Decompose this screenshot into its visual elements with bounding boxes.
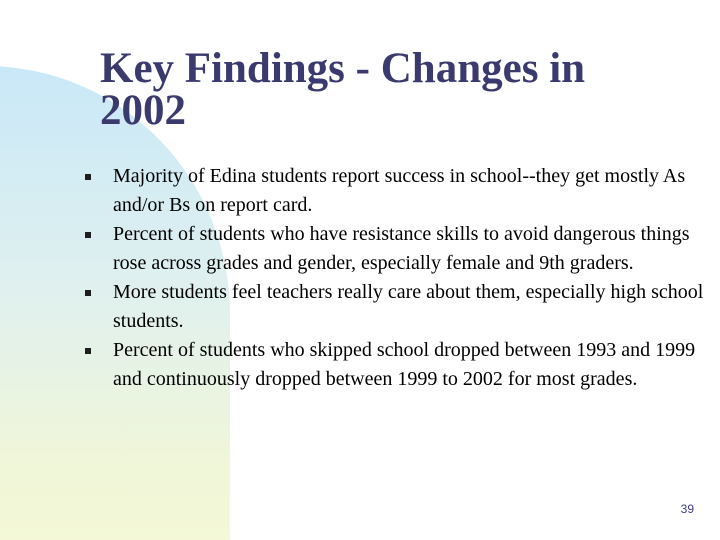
square-bullet-icon xyxy=(85,290,91,296)
bullet-item xyxy=(84,278,704,336)
bullet-text: More students feel teachers really care about them, especially high school students. xyxy=(113,281,704,332)
slide-title: Key Findings - Changes in 2002 xyxy=(100,45,586,134)
bullet-item xyxy=(84,162,704,220)
bullet-text: Percent of students who have resistance skills to avoid dangerous things rose across grades and gender, especially female and 9th graders. xyxy=(113,223,690,274)
bullet-text: Percent of students who skipped school dropped between 1993 and 1999 and continuously dropped between 1999 to 2002 for most grades. xyxy=(113,339,696,390)
square-bullet-icon xyxy=(85,174,91,180)
bullet-list xyxy=(84,162,704,394)
bullet-item xyxy=(84,220,704,278)
page-number: 39 xyxy=(680,502,694,516)
square-bullet-icon xyxy=(85,348,91,354)
bullet-item xyxy=(84,336,704,394)
bullet-text: Majority of Edina students report success in school--they get mostly As and/or Bs on report card. xyxy=(113,165,686,216)
square-bullet-icon xyxy=(85,232,91,238)
